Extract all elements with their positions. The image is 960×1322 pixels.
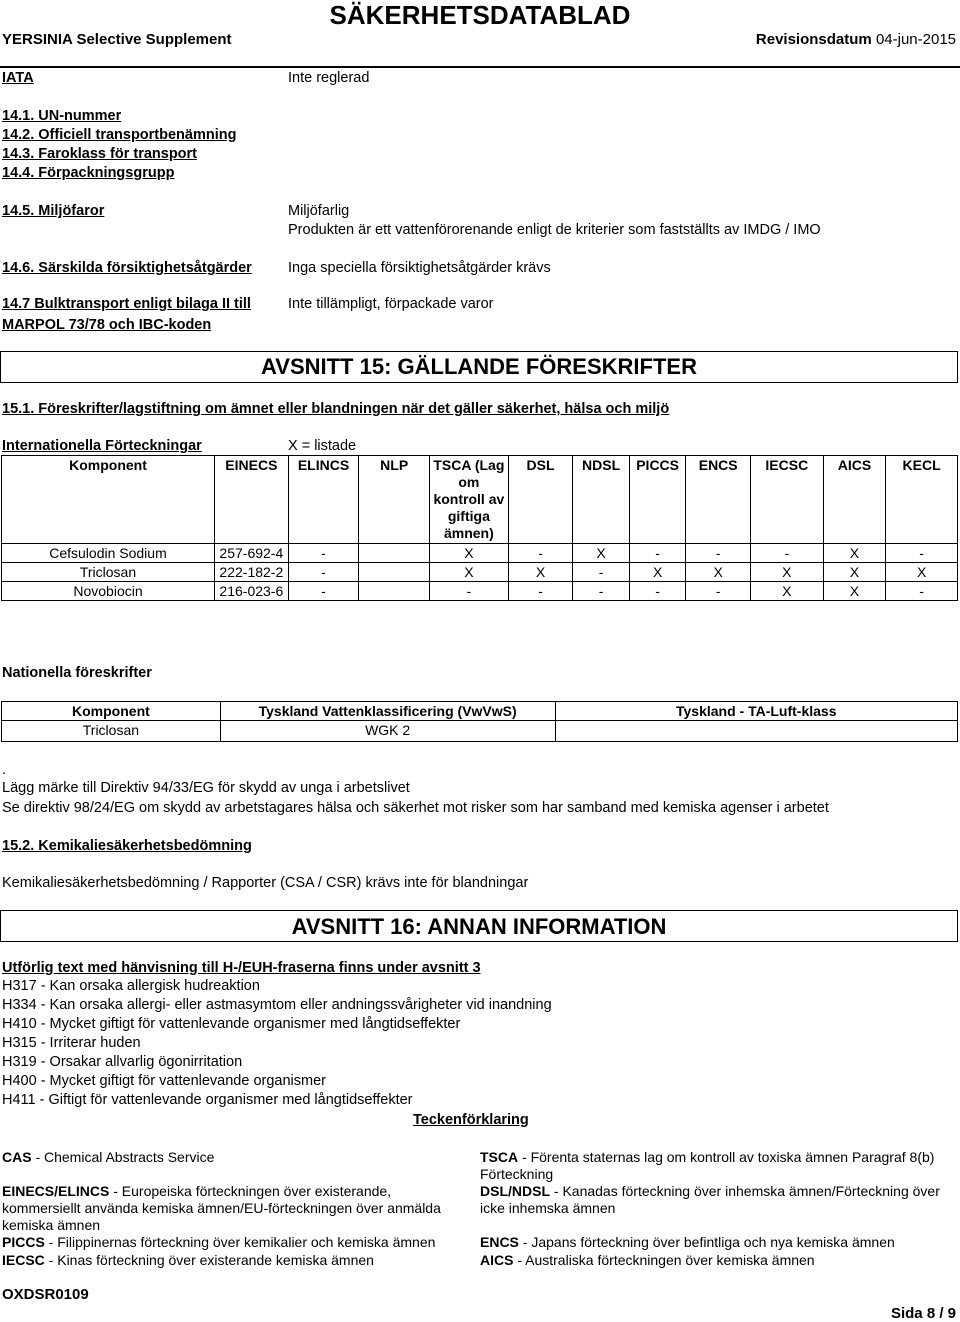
legend-aics [480,1252,958,1269]
legend-cas [2,1149,467,1166]
table-cell: - [288,544,359,563]
table-cell: - [886,544,958,563]
table-cell: - [629,544,686,563]
legend-dsl [480,1183,958,1217]
packing-group-label: 14.4. Förpackningsgrupp [2,165,175,181]
table-cell: 216-023-6 [215,582,289,601]
legend-einecs [2,1183,467,1234]
youth-directive-note: Lägg märke till Direktiv 94/33/EG för skydd av unga i arbetslivet [2,780,410,796]
table-cell: - [573,582,630,601]
legend-text: - Förenta staternas lag om kontroll av toxiska ämnen Paragraf 8(b) Förteckning [480,1149,935,1182]
h-phrases-title: Utförlig text med hänvisning till H-/EUH-fraserna finns under avsnitt 3 [2,960,481,976]
column-header: NLP [359,456,430,544]
table-cell: - [288,582,359,601]
legend-title: Teckenförklaring [413,1112,529,1128]
worker-directive-note: Se direktiv 98/24/EG om skydd av arbetstagares hälsa och säkerhet mot risker som har samband med kemiska agenser i arbetet [2,800,829,816]
column-header: Tyskland Vattenklassificering (VwVwS) [220,702,555,721]
h-phrase: H410 - Mycket giftigt för vattenlevande organismer med långtidseffekter [2,1016,461,1032]
table-cell: Novobiocin [2,582,215,601]
h-phrase: H319 - Orsakar allvarlig ögonirritation [2,1054,243,1070]
legend-abbr: ENCS [480,1234,519,1250]
table-cell: X [573,544,630,563]
column-header: ENCS [686,456,751,544]
h-phrase: H315 - Irriterar huden [2,1035,141,1051]
legend-text: - Kinas förteckning över existerande kemiska ämnen [44,1252,374,1268]
table-cell: X [823,563,886,582]
section16-heading: AVSNITT 16: ANNAN INFORMATION [0,910,958,942]
table-cell: WGK 2 [220,721,555,742]
iata-value: Inte reglerad [288,70,370,86]
page-label: Sida [890,1305,923,1322]
legend-iecsc [2,1252,467,1269]
table-cell: Triclosan [2,721,221,742]
legend-tsca [480,1149,958,1183]
table-cell [359,563,430,582]
column-header: NDSL [573,456,630,544]
intl-inventories-label: Internationella Förteckningar [2,438,202,454]
page-number [891,1305,956,1322]
table-cell: - [886,582,958,601]
table-cell: 222-182-2 [215,563,289,582]
document-code: OXDSR0109 [2,1286,89,1303]
precautions-label: 14.6. Särskilda försiktighetsåtgärder [2,260,252,276]
table-row [2,563,958,582]
dot-marker: . [2,762,7,778]
national-regulations-table [1,701,958,742]
legend-text: - Kanadas förteckning över inhemska ämnen/Förteckning över icke inhemska ämnen [480,1183,940,1216]
h-phrase: H317 - Kan orsaka allergisk hudreaktion [2,978,260,994]
column-header: PICCS [629,456,686,544]
regulations-subheading: 15.1. Föreskrifter/lagstiftning om ämnet eller blandningen när det gäller säkerhet, hälsa och miljö [2,401,670,417]
column-header: TSCA (Lag om kontroll av giftiga ämnen) [430,456,509,544]
un-number-label: 14.1. UN-nummer [2,108,122,124]
column-header: DSL [508,456,573,544]
table-cell: X [686,563,751,582]
table-cell: X [629,563,686,582]
revision-info [756,31,956,48]
env-hazard-value-1: Miljöfarlig [288,203,350,219]
table-cell: X [823,582,886,601]
table-cell: - [430,582,509,601]
h-phrase: H400 - Mycket giftigt för vattenlevande organismer [2,1073,326,1089]
column-header: KECL [886,456,958,544]
table-cell: - [573,563,630,582]
table-row [2,582,958,601]
product-name: YERSINIA Selective Supplement [2,31,232,48]
revision-label: Revisionsdatum [755,31,872,48]
precautions-value: Inga speciella försiktighetsåtgärder krävs [288,260,551,276]
column-header: Komponent [2,456,215,544]
legend-abbr: IECSC [2,1252,45,1268]
env-hazard-label: 14.5. Miljöfaror [2,203,105,219]
legend-text: - Filippinernas förteckning över kemikalier och kemiska ämnen [44,1234,436,1250]
legend-text: - Europeiska förteckningen över existerande, kommersiellt använda kemiska ämnen/EU-förteckningen över anmälda kemiska ämnen [2,1183,441,1233]
column-header: IECSC [750,456,823,544]
legend-abbr: AICS [480,1252,514,1268]
intl-inventories-note: X = listade [288,438,357,454]
national-table-header-row [2,702,958,721]
legend-piccs [2,1234,467,1251]
table-cell: X [886,563,958,582]
column-header: AICS [823,456,886,544]
table-row [2,721,958,742]
bulk-transport-value: Inte tillämpligt, förpackade varor [288,296,494,312]
table-cell: X [750,582,823,601]
legend-text: - Australiska förteckningen över kemiska ämnen [513,1252,815,1268]
legend-abbr: PICCS [2,1234,45,1250]
document-title: SÄKERHETSDATABLAD [329,0,631,30]
column-header: Komponent [2,702,221,721]
bulk-transport-label-2: MARPOL 73/78 och IBC-koden [2,317,212,333]
table-row [2,544,958,563]
table-cell: - [686,544,751,563]
column-header: ELINCS [288,456,359,544]
legend-abbr: DSL/NDSL [480,1183,550,1199]
shipping-name-label: 14.2. Officiell transportbenämning [2,127,237,143]
iata-label: IATA [2,70,34,86]
chemical-safety-subheading: 15.2. Kemikaliesäkerhetsbedömning [2,838,252,854]
intl-table-header-row [2,456,958,544]
table-cell [359,544,430,563]
env-hazard-value-2: Produkten är ett vattenförorenande enligt de kriterier som fastställts av IMDG / IMO [288,222,821,238]
table-cell: - [750,544,823,563]
table-cell: X [750,563,823,582]
legend-text: - Japans förteckning över befintliga och nya kemiska ämnen [518,1234,895,1250]
national-regulations-label: Nationella föreskrifter [2,665,152,681]
table-cell [359,582,430,601]
header-divider [0,66,960,68]
table-cell: X [823,544,886,563]
table-cell: Triclosan [2,563,215,582]
table-cell: - [288,563,359,582]
table-cell: - [629,582,686,601]
table-cell: X [430,563,509,582]
table-cell: - [508,544,573,563]
table-cell: - [508,582,573,601]
table-cell: - [686,582,751,601]
legend-encs [480,1234,958,1251]
revision-date: 04-jun-2015 [875,31,956,48]
section15-heading: AVSNITT 15: GÄLLANDE FÖRESKRIFTER [0,351,958,383]
table-cell [555,721,958,742]
page-value: 8 / 9 [926,1305,956,1322]
column-header: Tyskland - TA-Luft-klass [555,702,958,721]
intl-inventories-table [1,455,958,601]
table-cell: Cefsulodin Sodium [2,544,215,563]
table-cell: 257-692-4 [215,544,289,563]
legend-abbr: TSCA [480,1149,519,1165]
bulk-transport-label-1: 14.7 Bulktransport enligt bilaga II till [2,296,251,312]
legend-abbr: EINECS/ELINCS [2,1183,110,1199]
column-header: EINECS [215,456,289,544]
hazard-class-label: 14.3. Faroklass för transport [2,146,198,162]
table-cell: X [508,563,573,582]
table-cell: X [430,544,509,563]
legend-text: - Chemical Abstracts Service [31,1149,215,1165]
h-phrase: H411 - Giftigt för vattenlevande organismer med långtidseffekter [2,1092,413,1108]
legend-abbr: CAS [2,1149,32,1165]
h-phrase: H334 - Kan orsaka allergi- eller astmasymtom eller andningssvårigheter vid inandning [2,997,552,1013]
csa-text: Kemikaliesäkerhetsbedömning / Rapporter (CSA / CSR) krävs inte för blandningar [2,875,529,891]
